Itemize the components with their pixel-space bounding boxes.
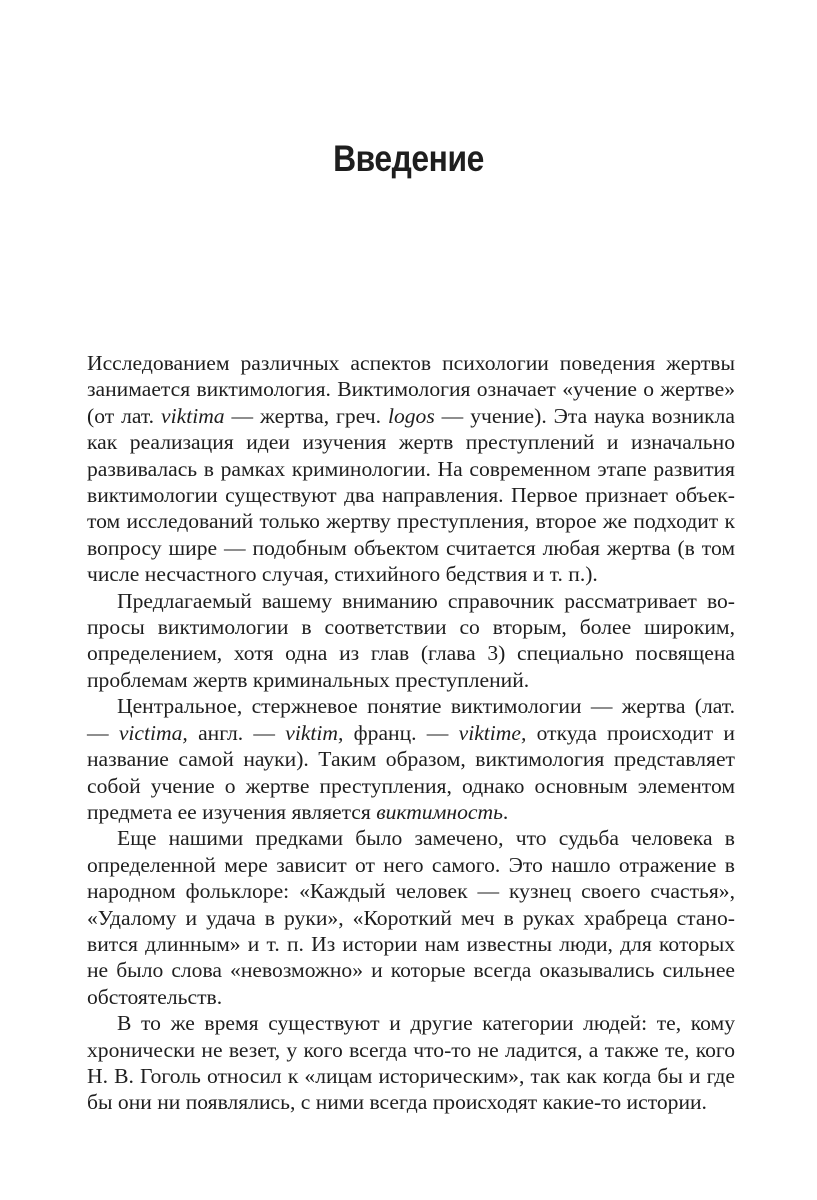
paragraph-text: Центральное, стержневое понятие виктимологии — жертва (лат. — [87,694,735,745]
paragraph-text: В то же время существуют и другие категории людей: те, кому хронически не везет, у кого всегда что-то не ладится, а также те, кого Н. В. Гоголь относил к «лицам историческим», так как когда бы и где бы они ни появлялись, с ними всегда происходят какие-то истории. [87,1011,735,1115]
paragraph-text: Предлагаемый вашему вниманию справочник рассматривает вопросы виктимологии в соответствии со вторым, более широким, определением, хотя одна из глав (глава 3) специально посвящена проблемам жертв криминальных преступлений. [87,588,735,692]
paragraph-4 [87,825,735,1010]
key-term: виктимность [376,799,503,824]
french-term: viktime, [458,720,527,745]
greek-term: logos [387,403,435,428]
paragraph-text: — жертва, греч. [224,403,388,428]
paragraph-3 [87,693,735,825]
paragraph-text: . [502,799,509,824]
paragraph-text: франц. — [343,720,459,745]
english-term: viktim, [285,720,344,745]
paragraph-text: — учение). Эта наука возникла как реализация идеи изучения жертв преступлений и изначально развивалась в рамках криминологии. На современном этапе развития виктимологии существуют два направления. Первое признает объектом исследований только жертву преступления, второе же подходит к вопросу шире — подобным объектом считается любая жертва (в том числе несчастного случая, стихийного бедствия и т. п.). [87,403,736,587]
latin-term: viktima [161,403,225,428]
paragraph-1 [87,350,735,588]
paragraph-5 [87,1010,735,1116]
paragraph-text: откуда происходит и название самой науки). Таким образом, виктимология представляет собой учение о жертве преступления, однако основным элементом предмета ее изучения является [87,720,735,824]
chapter-title: Введение [333,138,484,179]
paragraph-2 [87,588,735,694]
paragraph-text: Исследованием различных аспектов психологии поведения жертвы занимается виктимология. Виктимология означает «учение о жертве» (от лат. [87,351,735,428]
latin-term: victima, [118,720,188,745]
paragraph-text: англ. — [187,720,286,745]
paragraph-text: Еще нашими предками было замечено, что судьба человека в определенной мере зависит от него самого. Это нашло отражение в народном фольклоре: «Каждый человек — кузнец своего счастья», «Удалому и удача в руки», «Короткий меч в руках храбреца становится длинным» и т. п. Из истории нам известны люди, для которых не было слова «невозможно» и которые всегда оказывались сильнее обстоятельств. [87,826,735,1009]
body-text [87,350,735,1116]
